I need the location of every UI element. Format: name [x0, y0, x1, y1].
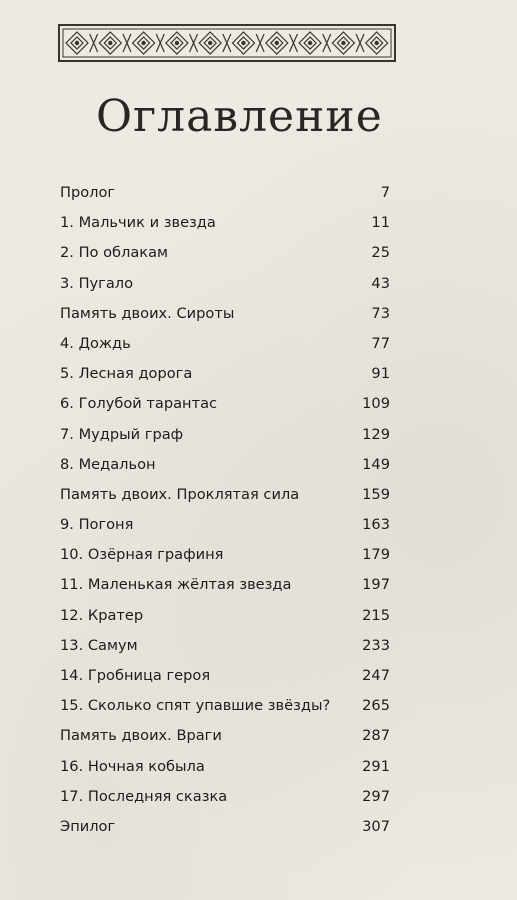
toc-entry-title: 12. Кратер	[60, 606, 144, 624]
toc-entry	[60, 607, 390, 637]
ornament-border-icon	[58, 24, 396, 62]
toc-entry-page: 25	[371, 244, 390, 262]
toc-entry	[60, 244, 390, 274]
toc-entry-title: Эпилог	[60, 817, 116, 835]
toc-entry-title: Пролог	[60, 184, 116, 201]
toc-entry-title: Память двоих. Сироты	[60, 304, 235, 322]
toc-entry	[60, 637, 390, 667]
toc-entry-title: 9. Погоня	[60, 516, 134, 534]
toc-entry-title: Память двоих. Враги	[60, 727, 222, 745]
toc-entry-title: 4. Дождь	[60, 334, 131, 352]
toc-entry-page: 179	[362, 546, 390, 564]
toc-entry-title: 7. Мудрый граф	[60, 425, 184, 443]
toc-entry-title: 8. Медальон	[60, 455, 156, 473]
toc-entry-page: 11	[371, 214, 390, 232]
toc-entry-page: 197	[362, 576, 390, 594]
toc-entry-title: 1. Мальчик и звезда	[60, 214, 216, 232]
toc-entry-page: 297	[362, 787, 390, 805]
toc-entry	[60, 184, 390, 214]
toc-entry	[60, 214, 390, 244]
toc-entry-page: 77	[371, 334, 390, 352]
toc-entry-title: 5. Лесная дорога	[60, 365, 193, 383]
toc-entry-page: 163	[362, 516, 390, 534]
toc-entry	[60, 395, 390, 425]
toc-entry-page: 7	[380, 184, 390, 201]
toc-entry	[60, 335, 390, 365]
toc-entry-title: 3. Пугало	[60, 274, 134, 292]
toc-entry-page: 73	[371, 304, 390, 322]
toc-entry	[60, 365, 390, 395]
toc-entry-page: 265	[362, 697, 390, 715]
toc-entry-title: 2. По облакам	[60, 244, 169, 262]
toc-entry	[60, 788, 390, 818]
toc-entry-title: 14. Гробница героя	[60, 667, 211, 684]
toc-entry-page: 307	[362, 817, 390, 835]
toc-entry	[60, 758, 390, 788]
toc-entry-title: 17. Последняя сказка	[60, 787, 228, 805]
toc-entry-title: 16. Ночная кобыла	[60, 757, 205, 775]
toc-entry	[60, 486, 390, 516]
toc-entry-page: 91	[371, 365, 390, 383]
toc-entry-page: 287	[362, 727, 390, 745]
toc-entry	[60, 697, 390, 727]
toc-entry-title: 11. Маленькая жёлтая звезда	[60, 576, 292, 594]
toc-entry-page: 233	[362, 636, 390, 654]
toc-entry	[60, 727, 390, 757]
toc-entry	[60, 818, 390, 848]
toc-entry	[60, 305, 390, 335]
toc-entry-title: 15. Сколько спят упавшие звёзды?	[60, 697, 331, 715]
page-title: Оглавление	[96, 91, 383, 142]
toc-entry-page: 109	[362, 395, 390, 413]
toc-entry	[60, 516, 390, 546]
toc-entry	[60, 275, 390, 305]
toc-entry-title: 10. Озёрная графиня	[60, 546, 224, 564]
toc-entry-page: 159	[362, 485, 390, 503]
toc-entry	[60, 546, 390, 576]
toc-entry-page: 291	[362, 757, 390, 775]
toc-entry	[60, 667, 390, 697]
toc-entry	[60, 456, 390, 486]
toc-entry-page: 43	[371, 274, 390, 292]
toc-entry-page: 149	[362, 455, 390, 473]
toc-entry-page: 215	[362, 606, 390, 624]
toc-entry-title: 13. Самум	[60, 636, 138, 654]
toc-entry	[60, 426, 390, 456]
toc-entry-page: 129	[362, 425, 390, 443]
toc-entry-page: 247	[362, 667, 390, 684]
toc-entry	[60, 576, 390, 606]
toc-entry-title: 6. Голубой тарантас	[60, 395, 218, 413]
toc-entry-title: Память двоих. Проклятая сила	[60, 485, 300, 503]
table-of-contents	[60, 184, 390, 848]
